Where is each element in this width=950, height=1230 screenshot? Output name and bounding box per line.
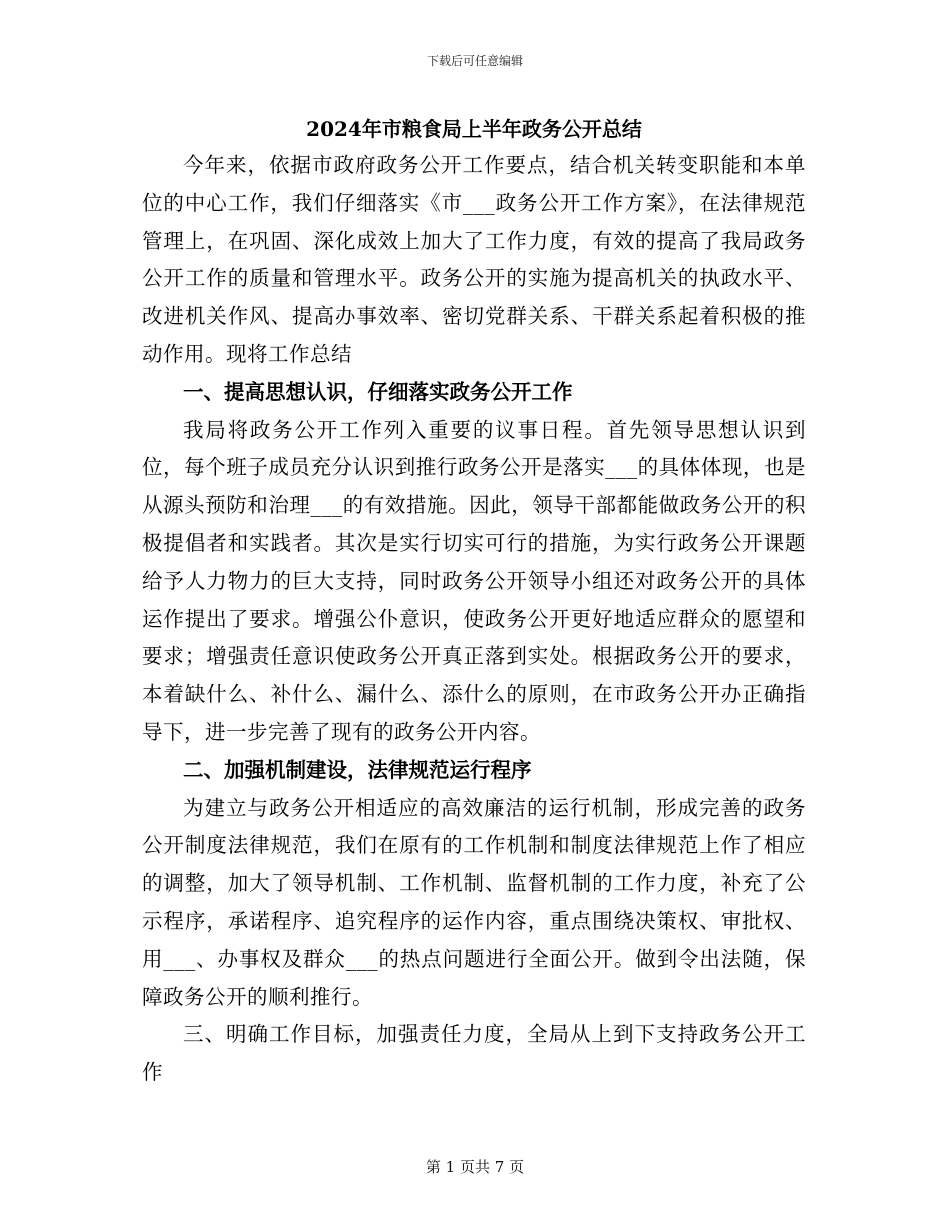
- page-number: 第 1 页共 7 页: [425, 1158, 525, 1176]
- intro-paragraph: 今年来，依据市政府政务公开工作要点，结合机关转变职能和本单位的中心工作，我们仔细落实《市___政务公开工作方案》，在法律规范管理上，在巩固、深化成效上加大了工作力度，有效的提高了我局政务公开工作的质量和管理水平。政务公开的实施为提高机关的执政水平、改进机关作风、提高办事效率、密切党群关系、干群关系起着积极的推动作用。现将工作总结: [142, 153, 806, 366]
- section-2-paragraph: 为建立与政务公开相适应的高效廉洁的运行机制，形成完善的政务公开制度法律规范，我们在原有的工作机制和制度法律规范上作了相应的调整，加大了领导机制、工作机制、监督机制的工作力度，补充了公示程序，承诺程序、追究程序的运作内容，重点围绕决策权、审批权、用___、办事权及群众___的热点问题进行全面公开。做到令出法随，保障政务公开的顺利推行。: [142, 795, 806, 1009]
- section-3-heading: 三、明确工作目标，加强责任力度，全局从上到下支持政务公开工作: [142, 1022, 806, 1085]
- section-1-heading: 一、提高思想认识，仔细落实政务公开工作: [183, 379, 573, 404]
- document-title: 2024年市粮食局上半年政务公开总结: [306, 117, 642, 141]
- section-1-paragraph: 我局将政务公开工作列入重要的议事日程。首先领导思想认识到位，每个班子成员充分认识到推行政务公开是落实___的具体体现，也是从源头预防和治理___的有效措施。因此，领导干部都能做政务公开的积极提倡者和实践者。其次是实行切实可行的措施，为实行政务公开课题给予人力物力的巨大支持，同时政务公开领导小组还对政务公开的具体运作提出了要求。增强公仆意识，使政务公开更好地适应群众的愿望和要求；增强责任意识使政务公开真正落到实处。根据政务公开的要求，本着缺什么、补什么、漏什么、添什么的原则，在市政务公开办正确指导下，进一步完善了现有的政务公开内容。: [142, 417, 806, 744]
- document-body: [142, 114, 806, 1092]
- page-header: 下载后可任意编辑: [426, 54, 523, 68]
- section-2-heading: 二、加强机制建设，法律规范运行程序: [183, 757, 532, 782]
